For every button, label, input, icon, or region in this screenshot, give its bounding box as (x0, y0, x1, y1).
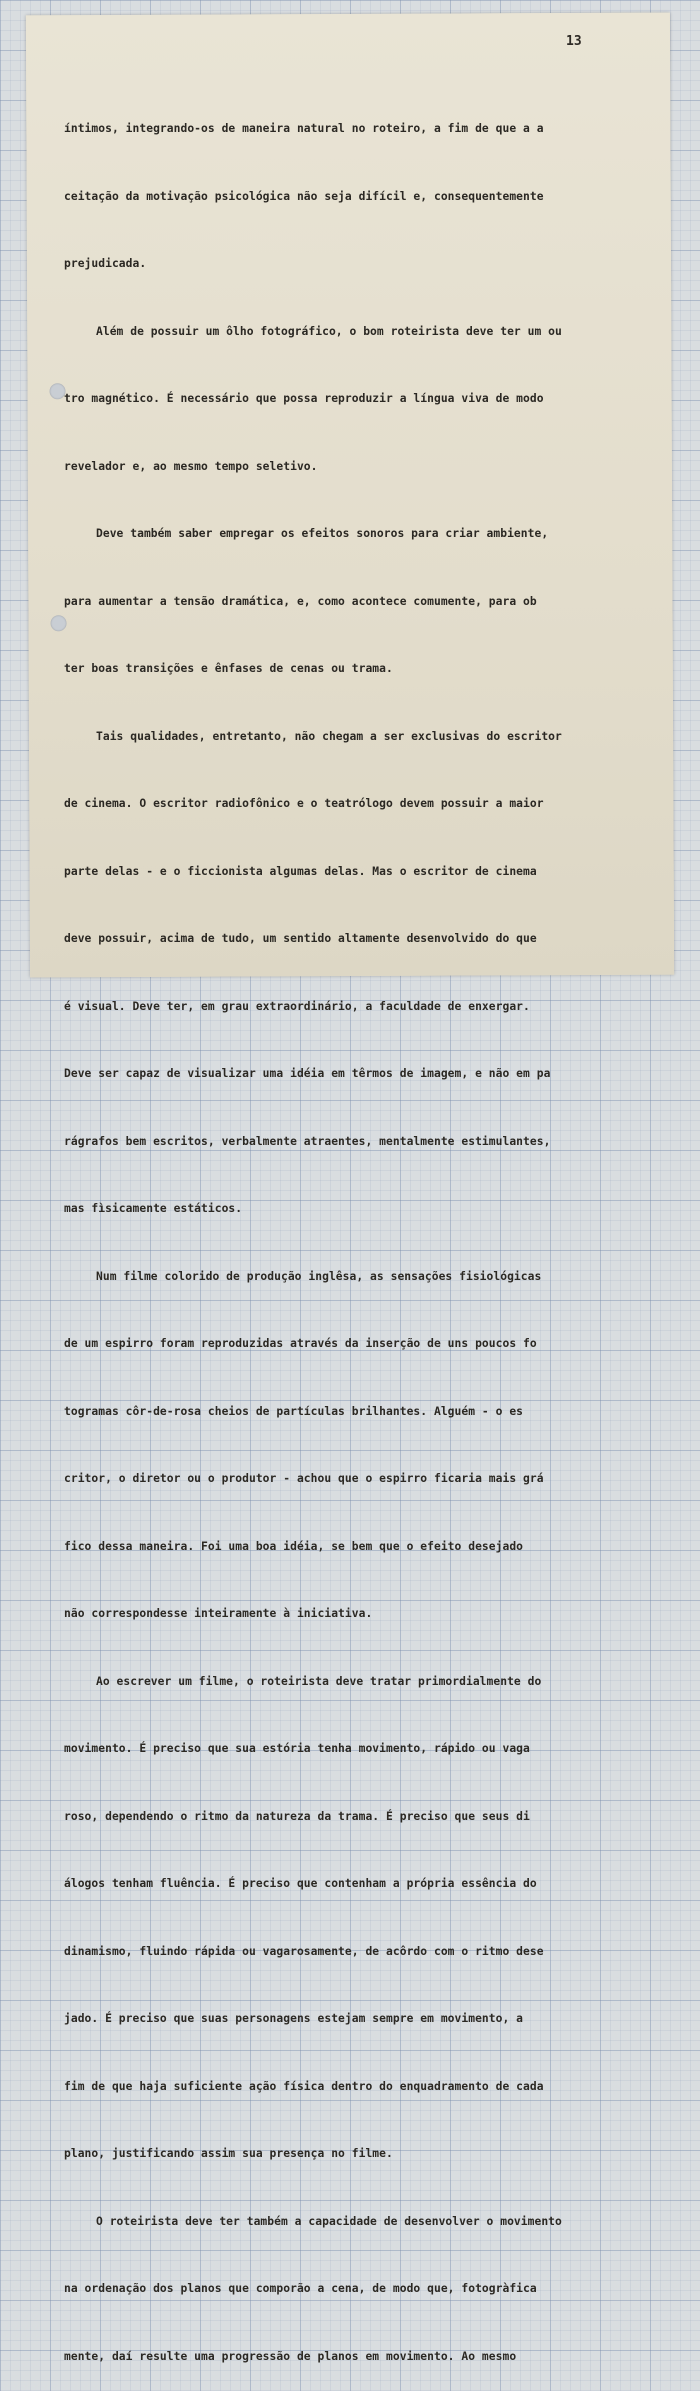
text-line: ceitação da motivação psicológica não seja difícil e, consequentemente (64, 189, 544, 203)
paragraph-start-line: Tais qualidades, entretanto, não chegam a ser exclusivas do escritor (96, 729, 562, 743)
paragraph-start-line: Deve também saber empregar os efeitos sonoros para criar ambiente, (96, 527, 549, 540)
text-line: prejudicada. (64, 257, 147, 270)
text-line: não correspondesse inteiramente à iniciativa. (64, 1607, 373, 1620)
text-line: roso, dependendo o ritmo da natureza da trama. É preciso que seus di (64, 1809, 530, 1823)
text-line: Deve ser capaz de visualizar uma idéia em têrmos de imagem, e não em pa (64, 1067, 551, 1080)
text-line: mas fìsicamente estáticos. (64, 1202, 243, 1215)
paragraph-start-line: Além de possuir um ôlho fotográfico, o bom roteirista deve ter um ou (96, 324, 562, 338)
page-number: 13 (566, 34, 582, 49)
paragraph-start-line: Num filme colorido de produção inglêsa, as sensações fisiológicas (96, 1269, 542, 1283)
text-line: na ordenação dos planos que comporão a cena, de modo que, fotogràfica (64, 2282, 537, 2295)
text-line: fim de que haja suficiente ação física dentro do enquadramento de cada (64, 2079, 544, 2093)
paragraph-start-line: Ao escrever um filme, o roteirista deve tratar primordialmente do (96, 1674, 542, 1688)
text-line: critor, o diretor ou o produtor - achou que o espirro ficaria mais grá (64, 1472, 544, 1485)
text-line: parte delas - e o ficcionista algumas delas. Mas o escritor de cinema (64, 864, 537, 878)
text-line: ter boas transições e ênfases de cenas ou trama. (64, 662, 393, 675)
text-line: jado. É preciso que suas personagens estejam sempre em movimento, a (64, 2012, 524, 2025)
text-line: é visual. Deve ter, em grau extraordinário, a faculdade de enxergar. (64, 999, 530, 1013)
text-line: movimento. É preciso que sua estória tenha movimento, rápido ou vaga (64, 1742, 530, 1755)
text-line: de cinema. O escritor radiofônico e o teatrólogo devem possuir a maior (64, 797, 544, 810)
text-line: de um espirro foram reproduzidas através da inserção de uns poucos fo (64, 1337, 537, 1350)
paragraph-start-line: O roteirista deve ter também a capacidade de desenvolver o movimento (96, 2214, 562, 2228)
text-line: mente, daí resulte uma progressão de planos em movimento. Ao mesmo (64, 2349, 517, 2363)
text-line: íntimos, integrando-os de maneira natural no roteiro, a fim de que a a (64, 122, 544, 135)
text-line: dinamismo, fluindo rápida ou vagarosamente, de acôrdo com o ritmo dese (64, 1944, 544, 1958)
text-line: togramas côr-de-rosa cheios de partículas brilhantes. Alguém - o es (64, 1404, 524, 1418)
text-line: tro magnético. É necessário que possa reproduzir a língua viva de modo (64, 392, 544, 405)
text-line: revelador e, ao mesmo tempo seletivo. (64, 459, 318, 473)
text-line: álogos tenham fluência. É preciso que contenham a própria essência do (64, 1877, 537, 1890)
text-line: rágrafos bem escritos, verbalmente atraentes, mentalmente estimulantes, (64, 1134, 551, 1148)
text-line: para aumentar a tensão dramática, e, como acontece comumente, para ob (64, 594, 537, 608)
text-line: plano, justificando assim sua presença no filme. (64, 2147, 393, 2160)
text-line: fico dessa maneira. Foi uma boa idéia, se bem que o efeito desejado (64, 1539, 524, 1553)
typed-text-body (64, 73, 624, 2391)
text-line: deve possuir, acima de tudo, um sentido altamente desenvolvido do que (64, 932, 537, 945)
